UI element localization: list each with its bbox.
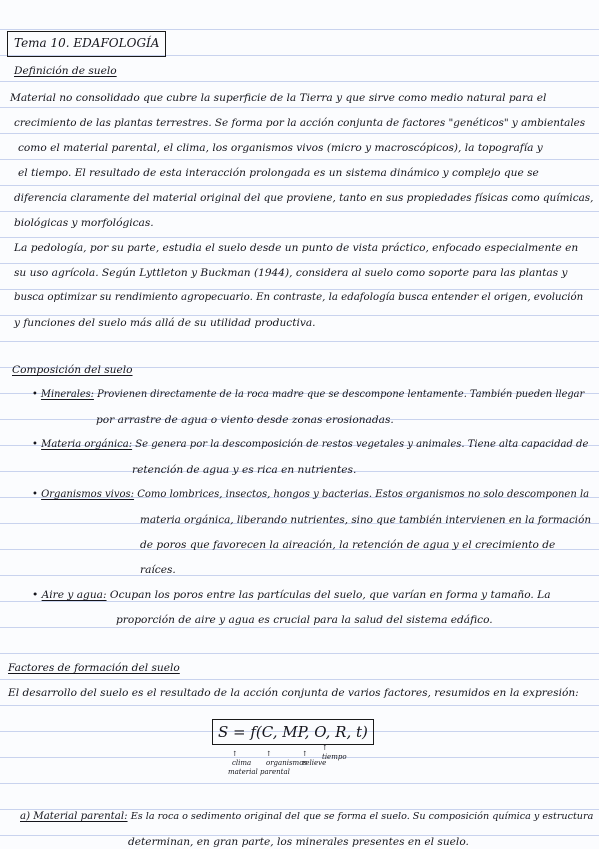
item-text: por arrastre de agua o viento desde zonas erosionadas. bbox=[96, 414, 394, 426]
item-label: Aire y agua: bbox=[41, 589, 107, 601]
label-clima: ↑ clima bbox=[232, 750, 252, 767]
factor-a-text: Es la roca o sedimento original del que se forma el suelo. Su composición química y estructura bbox=[130, 811, 594, 822]
label-material-parental: material parental bbox=[228, 768, 290, 776]
item-text: raíces. bbox=[140, 564, 176, 576]
definition-heading: Definición de suelo bbox=[14, 65, 117, 77]
composition-item-minerales: • Minerales: Provienen directamente de la roca madre que se descompone lentamente. También pueden llegar bbox=[32, 389, 585, 400]
pedology-line: y funciones del suelo más allá de su utilidad productiva. bbox=[14, 317, 316, 329]
item-text: materia orgánica, liberando nutrientes, sino que también intervienen en la formación bbox=[140, 514, 592, 526]
definition-line: crecimiento de las plantas terrestres. Se forma por la acción conjunta de factores "genéticos" y ambientales bbox=[14, 117, 586, 129]
item-text: de poros que favorecen la aireación, la retención de agua y el crecimiento de bbox=[140, 539, 556, 551]
item-text: Ocupan los poros entre las partículas del suelo, que varían en forma y tamaño. La bbox=[109, 589, 551, 601]
pedology-line: su uso agrícola. Según Lyttleton y Buckman (1944), considera al suelo como soporte para las plantas y bbox=[14, 267, 568, 279]
definition-line: diferencia claramente del material original del que proviene, tanto en sus propiedades físicas como químicas, bbox=[14, 192, 594, 204]
composition-item-aire-agua: • Aire y agua: Ocupan los poros entre las partículas del suelo, que varían en forma y tamaño. La bbox=[32, 589, 551, 601]
page-title: Tema 10. EDAFOLOGÍA bbox=[7, 31, 166, 57]
pedology-line: La pedología, por su parte, estudia el suelo desde un punto de vista práctico, enfocado especialmente en bbox=[14, 242, 579, 254]
factor-a bbox=[20, 810, 593, 824]
composition-item-materia: • Materia orgánica: Se genera por la descomposición de restos vegetales y animales. Tiene alta capacidad de bbox=[32, 439, 589, 450]
item-text: retención de agua y es rica en nutrientes. bbox=[132, 464, 357, 476]
pedology-line: busca optimizar su rendimiento agropecuario. En contraste, la edafología busca entender el origen, evolución bbox=[14, 292, 584, 303]
factor-a-label: a) Material parental: bbox=[20, 811, 128, 822]
item-label: Minerales: bbox=[40, 389, 94, 400]
label-relieve: ↑ relieve bbox=[302, 750, 327, 767]
composition-item-organismos: • Organismos vivos: Como lombrices, insectos, hongos y bacterias. Estos organismos no solo descomponen la bbox=[32, 489, 590, 500]
label-tiempo: ↑ tiempo bbox=[322, 744, 347, 761]
definition-line: como el material parental, el clima, los organismos vivos (micro y macroscópicos), la topografía y bbox=[18, 142, 543, 154]
item-text: Como lombrices, insectos, hongos y bacterias. Estos organismos no solo descomponen la bbox=[137, 489, 590, 500]
definition-line: el tiempo. El resultado de esta interacción prolongada es un sistema dinámico y complejo que se bbox=[18, 167, 539, 179]
factor-a-text: determinan, en gran parte, los minerales presentes en el suelo. bbox=[128, 836, 469, 848]
soil-formula: S = f(C, MP, O, R, t) bbox=[212, 719, 374, 745]
definition-line: Material no consolidado que cubre la superficie de la Tierra y que sirve como medio natural para el bbox=[10, 92, 547, 104]
factors-intro: El desarrollo del suelo es el resultado de la acción conjunta de varios factores, resumidos en la expresión: bbox=[8, 687, 579, 699]
item-label: Organismos vivos: bbox=[41, 489, 135, 500]
item-label: Materia orgánica: bbox=[41, 439, 133, 450]
composition-heading: Composición del suelo bbox=[12, 364, 133, 376]
definition-line: biológicas y morfológicas. bbox=[14, 217, 154, 229]
factors-heading: Factores de formación del suelo bbox=[8, 662, 180, 674]
item-text: Provienen directamente de la roca madre que se descompone lentamente. También pueden llegar bbox=[97, 389, 585, 400]
label-organismos: ↑ organismos bbox=[266, 750, 307, 767]
item-text: Se genera por la descomposición de restos vegetales y animales. Tiene alta capacidad de bbox=[135, 439, 589, 450]
item-text: proporción de aire y agua es crucial para la salud del sistema edáfico. bbox=[116, 614, 493, 626]
